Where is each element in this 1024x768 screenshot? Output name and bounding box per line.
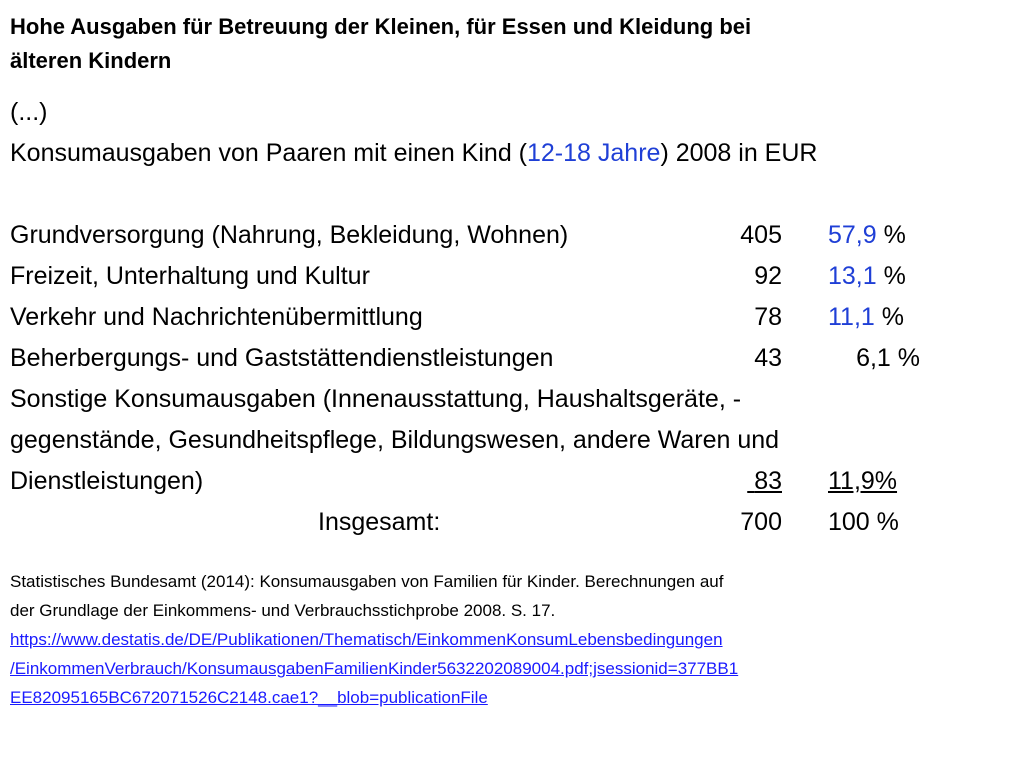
row-percent-unit: % (876, 221, 906, 249)
total-row (10, 502, 1010, 543)
row-label: Beherbergungs- und Gaststättendienstleistungen (10, 344, 554, 372)
total-amount: 700 (740, 508, 782, 536)
row-amount: 78 (754, 303, 782, 331)
source-citation (10, 567, 1014, 712)
row-amount: 92 (754, 262, 782, 290)
row-percent-unit: % (876, 262, 906, 290)
total-percent: 100 % (828, 508, 899, 536)
source-link-line-3[interactable]: EE82095165BC672071526C2148.cae1?__blob=publicationFile (10, 688, 488, 707)
row-amount (747, 461, 782, 502)
row-percent (828, 256, 906, 297)
row-percent (828, 215, 906, 256)
age-range-highlight: 12-18 Jahre (527, 139, 661, 167)
ellipsis-line: (...) (10, 98, 48, 126)
row-label: Grundversorgung (Nahrung, Bekleidung, Wohnen) (10, 221, 569, 249)
table-row (10, 297, 1010, 338)
table-row (10, 338, 1010, 379)
row-percent: 6,1 % (856, 344, 920, 372)
row-percent-value: 11,1 (828, 303, 875, 331)
slide-heading (10, 10, 1010, 78)
other-label-line-1: Sonstige Konsumausgaben (Innenausstattung, Haushaltsgeräte, - (10, 385, 742, 413)
row-percent (828, 297, 904, 338)
source-link-line-1[interactable]: https://www.destatis.de/DE/Publikationen/Thematisch/EinkommenKonsumLebensbedingungen (10, 630, 723, 649)
source-line-2: der Grundlage der Einkommens- und Verbrauchsstichprobe 2008. S. 17. (10, 601, 556, 620)
source-line-1: Statistisches Bundesamt (2014): Konsumausgaben von Familien für Kinder. Berechnungen auf (10, 572, 724, 591)
table-title-before: Konsumausgaben von Paaren mit einen Kind ( (10, 139, 527, 167)
row-percent-unit: % (874, 303, 904, 331)
heading-line-1: Hohe Ausgaben für Betreuung der Kleinen, für Essen und Kleidung bei (10, 14, 752, 39)
table-row (10, 461, 1010, 502)
row-percent: 11,9% (828, 467, 898, 495)
spacer (10, 174, 1010, 215)
row-label: Freizeit, Unterhaltung und Kultur (10, 262, 370, 290)
source-link-line-2[interactable]: /EinkommenVerbrauch/KonsumausgabenFamilienKinder5632202089004.pdf;jsessionid=377BB1 (10, 659, 739, 678)
row-label: Verkehr und Nachrichtenübermittlung (10, 303, 423, 331)
row-percent-value: 57,9 (828, 221, 877, 249)
table-row (10, 256, 1010, 297)
total-label: Insgesamt: (318, 508, 441, 536)
heading-line-2: älteren Kindern (10, 48, 172, 73)
other-amount: 83 (754, 467, 782, 495)
table-title-after: ) 2008 in EUR (660, 139, 818, 167)
row-amount: 405 (740, 221, 782, 249)
table-row (10, 215, 1010, 256)
row-amount: 43 (754, 344, 782, 372)
row-percent-value: 13,1 (828, 262, 877, 290)
expenditure-table (10, 92, 1010, 543)
other-label-line-2: gegenstände, Gesundheitspflege, Bildungswesen, andere Waren und (10, 426, 780, 454)
other-label-line-3: Dienstleistungen) (10, 467, 204, 495)
table-title (10, 133, 1010, 174)
